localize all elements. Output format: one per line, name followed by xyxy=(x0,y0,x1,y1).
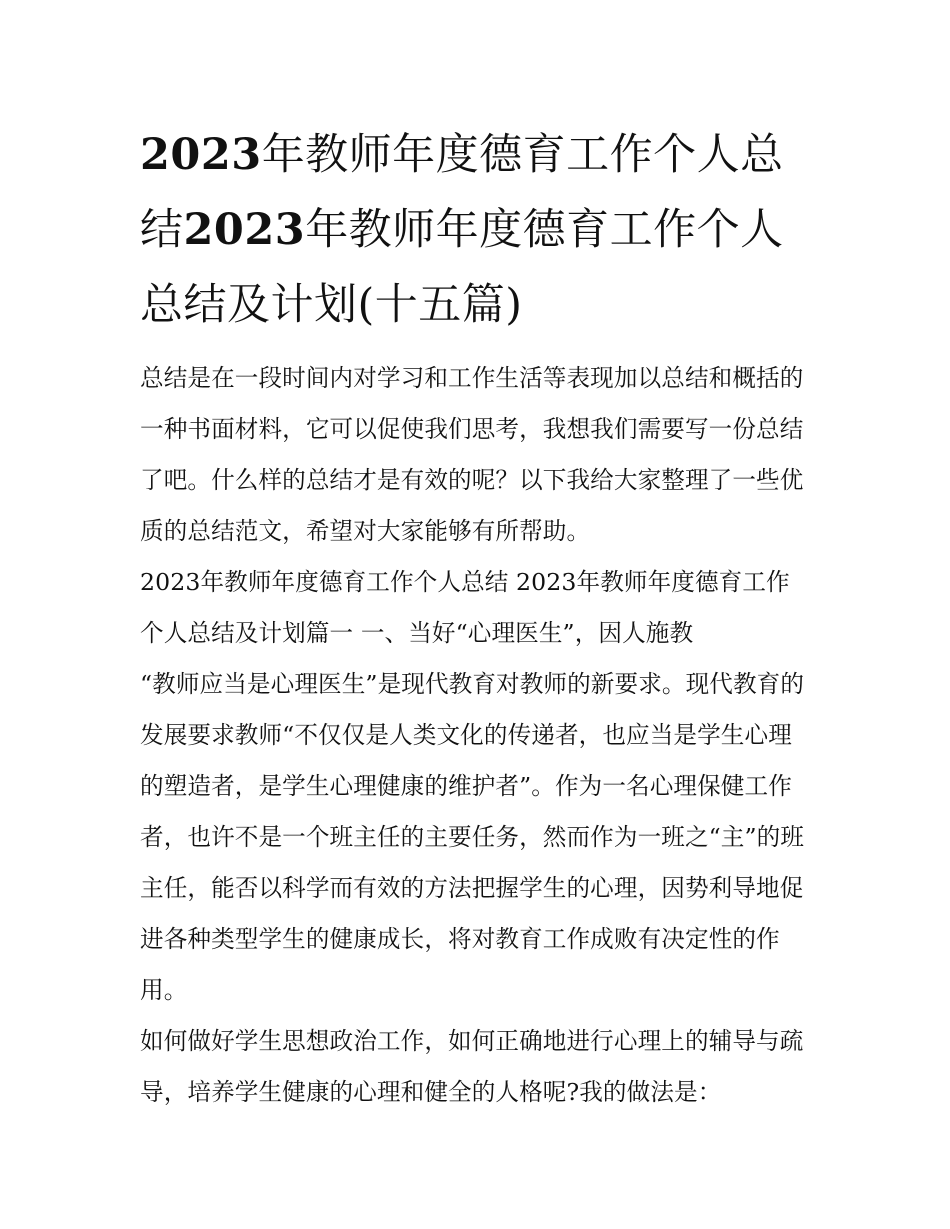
title-year-2: 2023 xyxy=(183,205,306,255)
title-text-2: 年教师年度德育工作个人总结及计划(十五篇) xyxy=(140,205,784,330)
document-title xyxy=(140,118,812,343)
paragraph-section-heading: 2023年教师年度德育工作个人总结 2023年教师年度德育工作个人总结及计划篇一 一、当好“心理医生”，因人施教 xyxy=(140,568,790,647)
title-year-1: 2023 xyxy=(140,130,262,180)
document-body xyxy=(140,353,812,1118)
title-text-1: 年教师年度德育工作个人总结 xyxy=(140,130,784,255)
paragraph-intro: 总结是在一段时间内对学习和工作生活等表现加以总结和概括的一种书面材料，它可以促使我们思考，我想我们需要写一份总结了吧。什么样的总结才是有效的呢？以下我给大家整理了一些优质的总结范文，希望对大家能够有所帮助。 xyxy=(140,364,804,545)
paragraph-psychology: “教师应当是心理医生”是现代教育对教师的新要求。现代教育的发展要求教师“不仅仅是人类文化的传递者，也应当是学生心理的塑造者，是学生心理健康的维护者”。作为一名心理保健工作者，也许不是一个班主任的主要任务，然而作为一班之“主”的班主任，能否以科学而有效的方法把握学生的心理，因势利导地促进各种类型学生的健康成长，将对教育工作成败有决定性的作用。 xyxy=(140,670,805,1004)
paragraph-method: 如何做好学生思想政治工作，如何正确地进行心理上的辅导与疏导，培养学生健康的心理和健全的人格呢?我的做法是： xyxy=(140,1027,804,1106)
